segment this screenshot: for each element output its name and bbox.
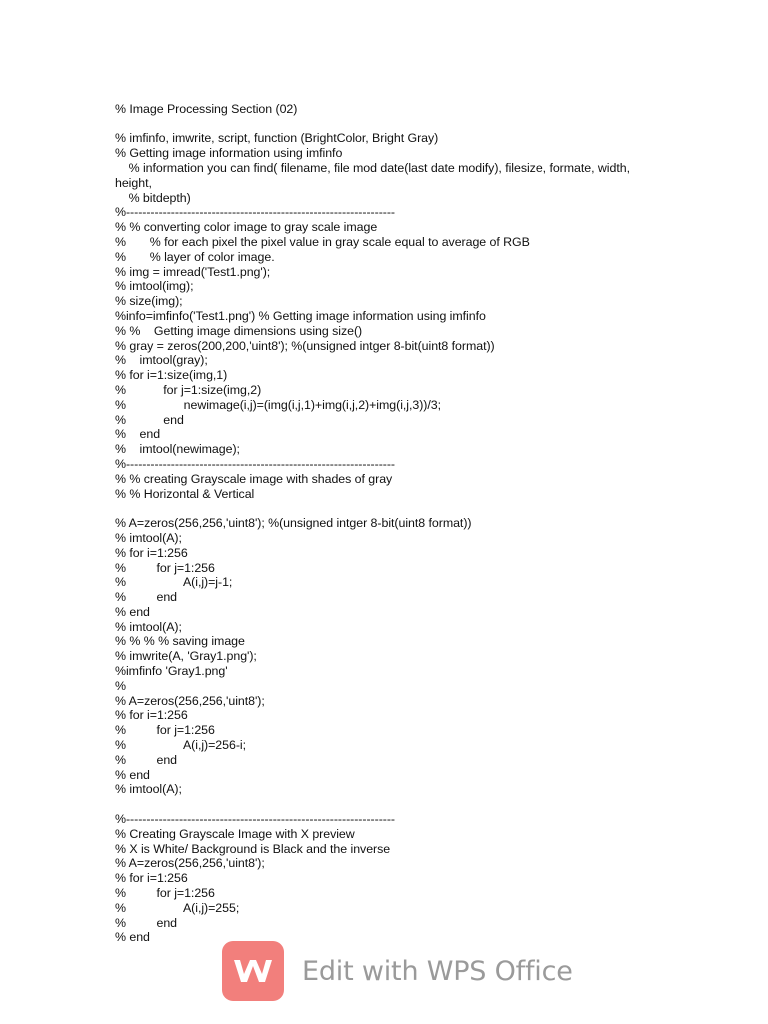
code-line: % end: [115, 930, 150, 945]
document-body: [115, 87, 715, 945]
code-line: % size(img);: [115, 294, 183, 309]
code-line: % end: [115, 427, 161, 442]
code-line: % % Getting image dimensions using size(): [115, 323, 363, 338]
code-line: % newimage(i,j)=(img(i,j,1)+img(i,j,2)+img(i,j,3))/3;: [115, 397, 442, 412]
code-line: % % converting color image to gray scale image: [115, 220, 378, 235]
code-line: % % creating Grayscale image with shades of gray: [115, 471, 393, 486]
code-line: % A=zeros(256,256,'uint8');: [115, 856, 265, 871]
code-line: % for i=1:256: [115, 708, 188, 723]
code-line: % % Horizontal & Vertical: [115, 486, 255, 501]
code-line: %: [115, 678, 126, 693]
code-line: % A(i,j)=255;: [115, 900, 240, 915]
code-line: % bitdepth): [115, 190, 191, 205]
code-line: % information you can find( filename, file mod date(last date modify), filesize, formate, width, height,: [115, 160, 634, 190]
code-line: [115, 501, 715, 516]
code-line: % end: [115, 767, 150, 782]
code-line: % end: [115, 604, 150, 619]
code-line: % for j=1:256: [115, 560, 215, 575]
code-line: % % % % saving image: [115, 634, 245, 649]
code-line: % imtool(newimage);: [115, 442, 240, 457]
code-line: % % for each pixel the pixel value in gray scale equal to average of RGB: [115, 234, 530, 249]
code-line: % imwrite(A, 'Gray1.png');: [115, 649, 257, 664]
code-line: % A=zeros(256,256,'uint8');: [115, 693, 265, 708]
code-line: %imfinfo 'Gray1.png': [115, 664, 228, 679]
code-line: % end: [115, 752, 178, 767]
wps-watermark: [222, 941, 573, 1001]
code-line: %------------------------------------------------------------------: [115, 812, 395, 827]
code-line: [115, 117, 715, 132]
code-line: % imtool(A);: [115, 782, 182, 797]
code-line: % end: [115, 412, 184, 427]
code-line: % for j=1:256: [115, 886, 215, 901]
code-line: % for j=1:256: [115, 723, 215, 738]
code-line: % for i=1:size(img,1): [115, 368, 228, 383]
code-line: [115, 797, 715, 812]
code-line: % A=zeros(256,256,'uint8'); %(unsigned intger 8-bit(uint8 format)): [115, 516, 472, 531]
code-line: % for j=1:size(img,2): [115, 382, 262, 397]
code-line: % X is White/ Background is Black and the inverse: [115, 841, 391, 856]
code-line: % Creating Grayscale Image with X preview: [115, 826, 355, 841]
code-line: % Image Processing Section (02): [115, 101, 298, 116]
code-line: % Getting image information using imfinfo: [115, 146, 343, 161]
code-line: % end: [115, 590, 178, 605]
code-line: % A(i,j)=j-1;: [115, 575, 233, 590]
code-line: % imtool(gray);: [115, 353, 208, 368]
watermark-text: Edit with WPS Office: [302, 955, 573, 987]
code-line: [115, 87, 715, 102]
code-line: %------------------------------------------------------------------: [115, 456, 395, 471]
wps-office-logo-icon: [222, 941, 284, 1001]
code-line: % for i=1:256: [115, 545, 188, 560]
code-line: % gray = zeros(200,200,'uint8'); %(unsigned intger 8-bit(uint8 format)): [115, 338, 495, 353]
code-line: % A(i,j)=256-i;: [115, 738, 247, 753]
code-line: % imfinfo, imwrite, script, function (BrightColor, Bright Gray): [115, 131, 439, 146]
code-line: % imtool(A);: [115, 619, 182, 634]
code-line: % imtool(A);: [115, 530, 182, 545]
code-line: %------------------------------------------------------------------: [115, 205, 395, 220]
code-line: % % layer of color image.: [115, 249, 275, 264]
code-line: % end: [115, 915, 178, 930]
code-line: %info=imfinfo('Test1.png') % Getting image information using imfinfo: [115, 308, 486, 323]
code-line: % img = imread('Test1.png');: [115, 264, 271, 279]
code-line: % for i=1:256: [115, 871, 188, 886]
code-line: % imtool(img);: [115, 279, 194, 294]
